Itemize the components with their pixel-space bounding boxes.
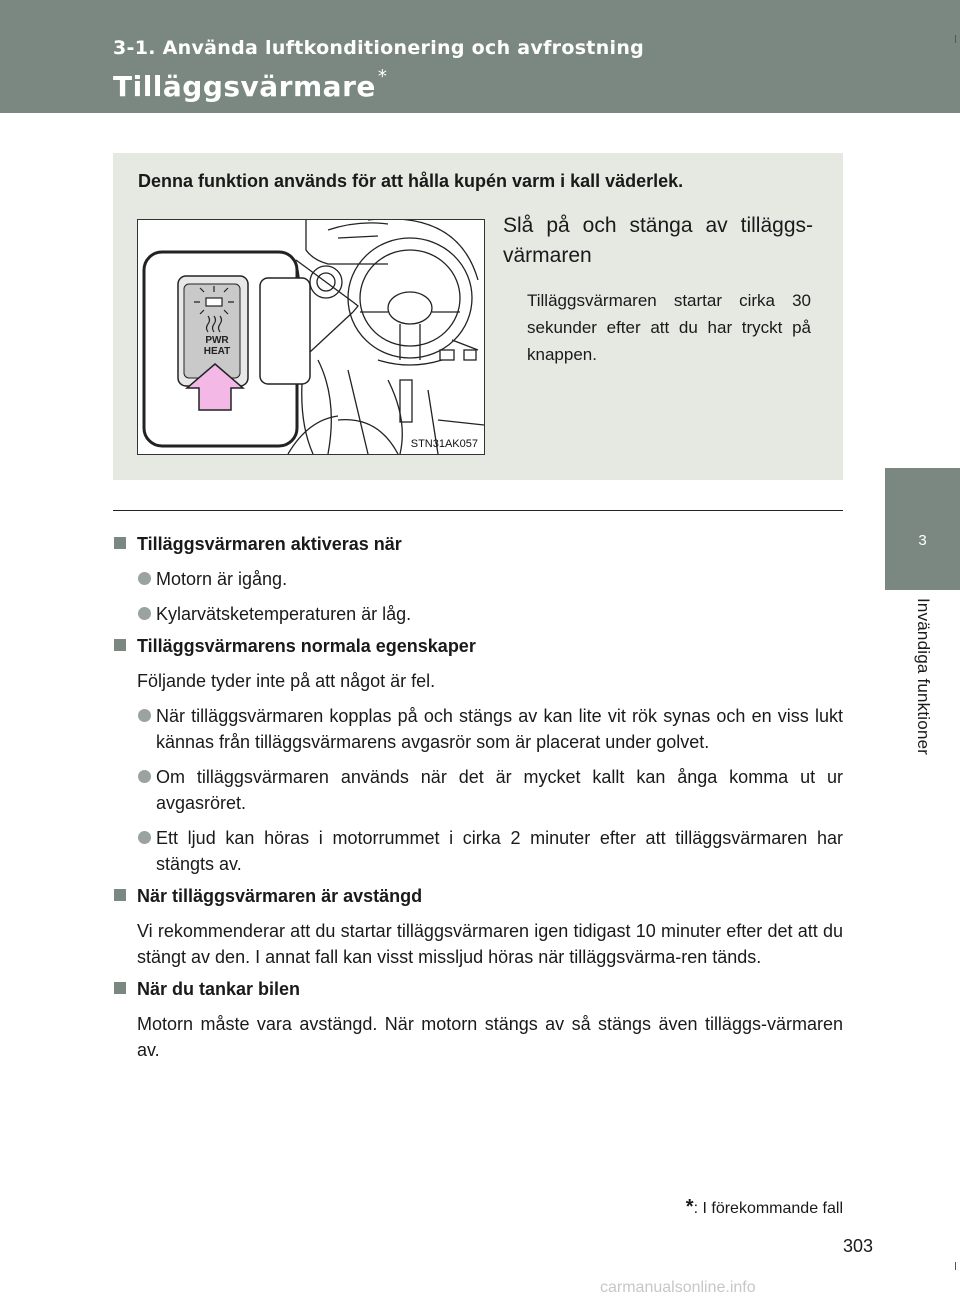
paragraph: Vi rekommenderar att du startar tilläggsvärmaren igen tidigast 10 minuter efter det att du stängt av den. I annat fall kan visst missljud höras när tilläggsvärma-ren tänds. — [137, 921, 843, 967]
dashboard-drawing — [138, 220, 484, 454]
chapter-tab-label-area — [885, 590, 960, 920]
footnote-text: : I förekommande fall — [693, 1200, 843, 1217]
crop-mark — [955, 1262, 956, 1270]
footnote — [686, 1196, 843, 1219]
square-bullet-icon — [114, 982, 126, 994]
square-bullet-icon — [114, 639, 126, 651]
body-content — [113, 534, 843, 1072]
list-item: Om tilläggsvärmaren används när det är mycket kallt kan ånga komma ut ur avgasröret. — [113, 764, 843, 816]
section-title: 3-1. Använda luftkonditionering och avfrostning — [113, 37, 645, 59]
section-heading: Tilläggsvärmarens normala egenskaper — [113, 636, 843, 657]
divider — [113, 510, 843, 511]
title-asterisk: * — [377, 66, 388, 87]
button-label-pwr: PWR — [205, 335, 229, 346]
square-bullet-icon — [114, 537, 126, 549]
bullet-icon — [138, 607, 151, 620]
paragraph: Följande tyder inte på att något är fel. — [137, 671, 436, 691]
section-heading: När du tankar bilen — [113, 979, 843, 1000]
footnote-asterisk: * — [685, 1196, 694, 1218]
step-description: Tilläggsvärmaren startar cirka 30 sekunder efter att du har tryckt på knappen. — [527, 291, 811, 364]
section-heading: Tilläggsvärmaren aktiveras när — [113, 534, 843, 555]
section-heading: När tilläggsvärmaren är avstängd — [113, 886, 843, 907]
chapter-label: Invändiga funktioner — [914, 598, 933, 756]
square-bullet-icon — [114, 889, 126, 901]
bullet-icon — [138, 831, 151, 844]
list-item: Motorn är igång. — [113, 566, 843, 592]
crop-mark — [955, 35, 956, 43]
page-header — [0, 0, 960, 113]
figure-code: STN31AK057 — [410, 438, 478, 450]
page-title — [113, 66, 387, 103]
bullet-icon — [138, 572, 151, 585]
bullet-icon — [138, 709, 151, 722]
bullet-icon — [138, 770, 151, 783]
watermark[interactable]: carmanualsonline.info — [600, 1279, 756, 1296]
info-panel — [113, 153, 843, 480]
list-item: När tilläggsvärmaren kopplas på och stängs av kan lite vit rök synas och en viss lukt kännas från tilläggsvärmarens avgasrör som är placerat under golvet. — [113, 703, 843, 755]
paragraph: Motorn måste vara avstängd. När motorn stängs av så stängs även tilläggs-värmaren av. — [137, 1014, 843, 1060]
list-item: Ett ljud kan höras i motorrummet i cirka 2 minuter efter att tilläggsvärmaren har stängts av. — [113, 825, 843, 877]
button-label-heat: HEAT — [203, 346, 231, 357]
chapter-number: 3 — [918, 532, 927, 549]
dashboard-illustration — [137, 219, 485, 455]
list-item: Kylarvätsketemperaturen är låg. — [113, 601, 843, 627]
step-title: Slå på och stänga av tilläggs-värmaren — [503, 214, 813, 267]
page-number: 303 — [843, 1236, 874, 1256]
panel-intro: Denna funktion används för att hålla kupén varm i kall väderlek. — [138, 171, 684, 191]
chapter-tab[interactable] — [885, 468, 960, 590]
title-text: Tilläggsvärmare — [113, 70, 376, 103]
